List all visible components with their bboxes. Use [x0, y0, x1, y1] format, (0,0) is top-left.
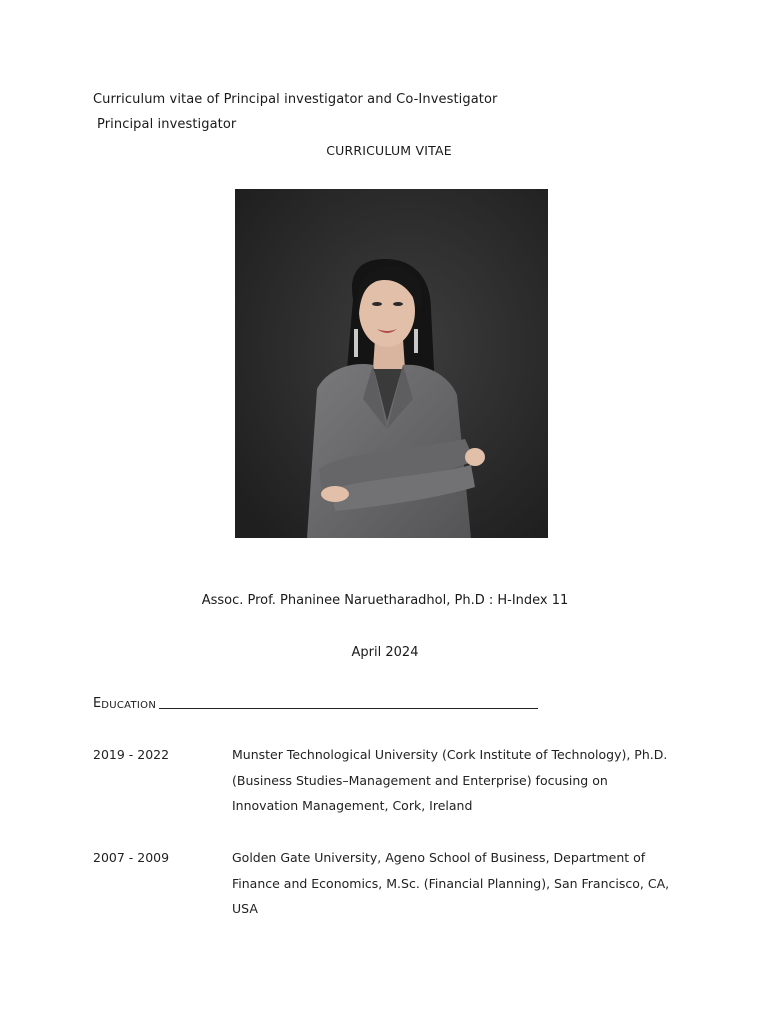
role-subheading: Principal investigator — [97, 117, 237, 132]
education-section-heading — [93, 696, 538, 711]
investigator-name: Assoc. Prof. Phaninee Naruetharadhol, Ph.D : H-Index 11 — [201, 593, 569, 608]
education-heading-initial: E — [93, 696, 102, 711]
document-title: CURRICULUM VITAE — [326, 143, 452, 158]
education-description: Golden Gate University, Ageno School of Business, Department of Finance and Economics, M.Sc. (Financial Planning), San Francisco, CA, USA — [232, 850, 670, 916]
education-years: 2007 - 2009 — [93, 850, 170, 865]
cv-date: April 2024 — [351, 645, 419, 660]
education-heading-rest: DUCATION — [101, 700, 157, 711]
profile-photo — [235, 189, 548, 538]
education-description: Munster Technological University (Cork Institute of Technology), Ph.D. (Business Studies–Management and Enterprise) focusing on Innovation Management, Cork, Ireland — [232, 747, 668, 813]
cv-header-line: Curriculum vitae of Principal investigator and Co-Investigator — [93, 92, 498, 107]
education-years: 2019 - 2022 — [93, 747, 170, 762]
section-rule — [159, 707, 538, 709]
